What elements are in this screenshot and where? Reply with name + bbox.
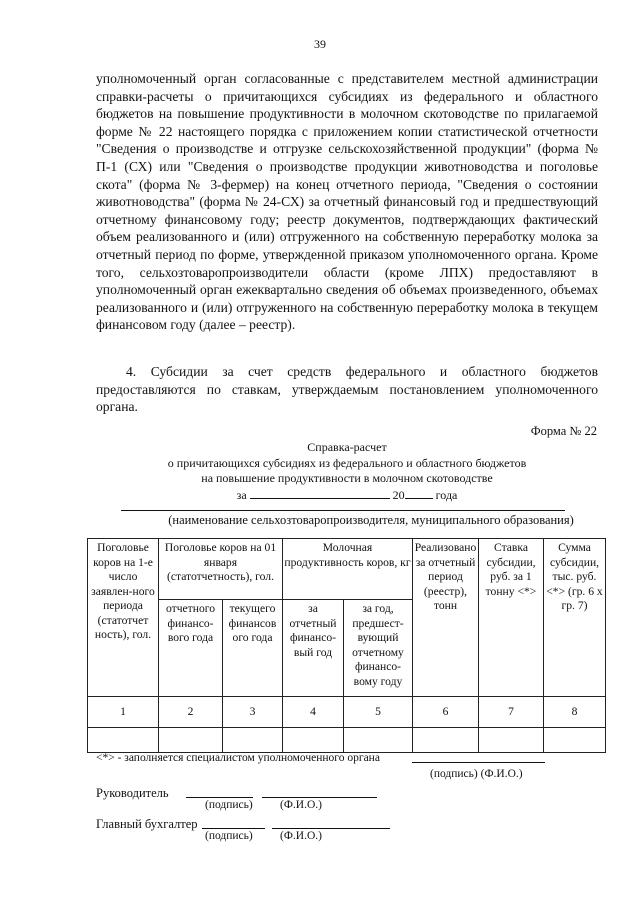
period-year: 20: [392, 487, 405, 502]
header-subsidy-rate: Ставка субсидии, руб. за 1 тонну <*>: [479, 539, 544, 697]
header-milk-productivity: Молочная продуктивность коров, кг: [283, 539, 413, 600]
data-cell[interactable]: [413, 728, 479, 753]
period-prefix: за: [236, 487, 247, 502]
column-number: 8: [544, 697, 606, 728]
subsidy-calculation-table: [87, 538, 606, 753]
subheader-current-year-cows: текущего финансов ого года: [223, 600, 283, 697]
specialist-signature-line[interactable]: [412, 762, 545, 763]
paragraph-submission-docs: уполномоченный орган согласованные с представителем местной администрации справки-расчеты о причитающихся субсидиях из федерального и областного бюджетов на повышение продуктивности в молочном скотоводстве по прилагаемой форме № 22 настоящего порядка с приложением копии статистической отчетности "Сведения о производстве и отгрузке сельскохозяйственной продукции" (форма № П-1 (СХ) или "Сведения о производстве продукции животноводства и поголовье скота" (форма № 3-фермер) на конец отчетного периода, "Сведения о состоянии животноводства" (форма № 24-СХ) за отчетный финансовый год и предшествующий отчетному финансовому году; реестр документов, подтверждающих фактический объем реализованного и (или) отгруженного на собственную переработку молока за отчетный период по форме, утвержденной приказом уполномоченного органа. Кроме того, сельхозтоваропроизводители области (кроме ЛПХ) предоставляют в уполномоченный орган ежеквартально сведения об объемах произведенного, объемах реализованного и (или) отгруженного на собственную переработку молока в текущем финансовом году (далее – реестр).: [96, 71, 598, 333]
header-cows-on-period-start: Поголовье коров на 1-е число заявлен-ного периода (статотчет ность), гол.: [88, 539, 159, 697]
chief-accountant-label: Главный бухгалтер: [96, 817, 198, 831]
column-number: 4: [283, 697, 344, 728]
specialist-signature-caption: (подпись) (Ф.И.О.): [430, 768, 523, 780]
footnote: <*> - заполняется специалистом уполномоченного органа: [96, 752, 380, 764]
head-sign-caption: (подпись): [205, 799, 253, 811]
subheader-reporting-year-cows: отчетного финансо-вого года: [159, 600, 223, 697]
form-title: Справка-расчет: [307, 440, 387, 454]
accountant-name-line[interactable]: [272, 828, 390, 829]
form-period-line: [96, 487, 598, 504]
column-number: 7: [479, 697, 544, 728]
data-cell[interactable]: [159, 728, 223, 753]
data-cell[interactable]: [223, 728, 283, 753]
data-cell[interactable]: [283, 728, 344, 753]
header-cows-on-jan-1: Поголовье коров на 01 января (статотчетность), гол.: [159, 539, 283, 600]
form-subtitle-line2: на повышение продуктивности в молочном скотоводстве: [201, 471, 493, 486]
period-suffix: года: [435, 487, 458, 502]
paragraph-subsidy-rates: 4. Субсидии за счет средств федерального и областного бюджетов предоставляются по ставкам, утверждаемым постановлением уполномоченного органа.: [96, 364, 598, 415]
column-number: 5: [344, 697, 413, 728]
header-subsidy-sum: Сумма субсидии, тыс. руб. <*> (гр. 6 х гр. 7): [544, 539, 606, 697]
form-number-label: Форма № 22: [530, 424, 597, 438]
form-header: [96, 440, 598, 503]
head-signature-line[interactable]: [186, 797, 253, 798]
head-name-line[interactable]: [262, 797, 377, 798]
form-subtitle-line1: о причитающихся субсидиях из федерального и областного бюджетов: [167, 455, 527, 470]
year-blank-field[interactable]: [405, 487, 433, 499]
column-number: 1: [88, 697, 159, 728]
head-name-caption: (Ф.И.О.): [280, 799, 322, 811]
column-number: 2: [159, 697, 223, 728]
producer-name-line[interactable]: [121, 510, 565, 511]
data-cell[interactable]: [88, 728, 159, 753]
page-number: 39: [314, 37, 326, 51]
subheader-reporting-year-milk: за отчетный финансо-вый год: [283, 600, 344, 697]
header-sold-volume: Реализовано за отчетный период (реестр), тонн: [413, 539, 479, 697]
period-blank-field[interactable]: [250, 487, 390, 499]
data-cell[interactable]: [479, 728, 544, 753]
head-label: Руководитель: [96, 786, 169, 800]
data-cell[interactable]: [344, 728, 413, 753]
column-number: 6: [413, 697, 479, 728]
data-cell[interactable]: [544, 728, 606, 753]
subheader-previous-year-milk: за год, предшест-вующий отчетному финансо-вому году: [344, 600, 413, 697]
accountant-signature-line[interactable]: [202, 828, 265, 829]
accountant-name-caption: (Ф.И.О.): [280, 830, 322, 842]
accountant-sign-caption: (подпись): [205, 830, 253, 842]
producer-name-caption: (наименование сельхозтоваропроизводителя, муниципального образования): [168, 513, 574, 527]
column-number: 3: [223, 697, 283, 728]
